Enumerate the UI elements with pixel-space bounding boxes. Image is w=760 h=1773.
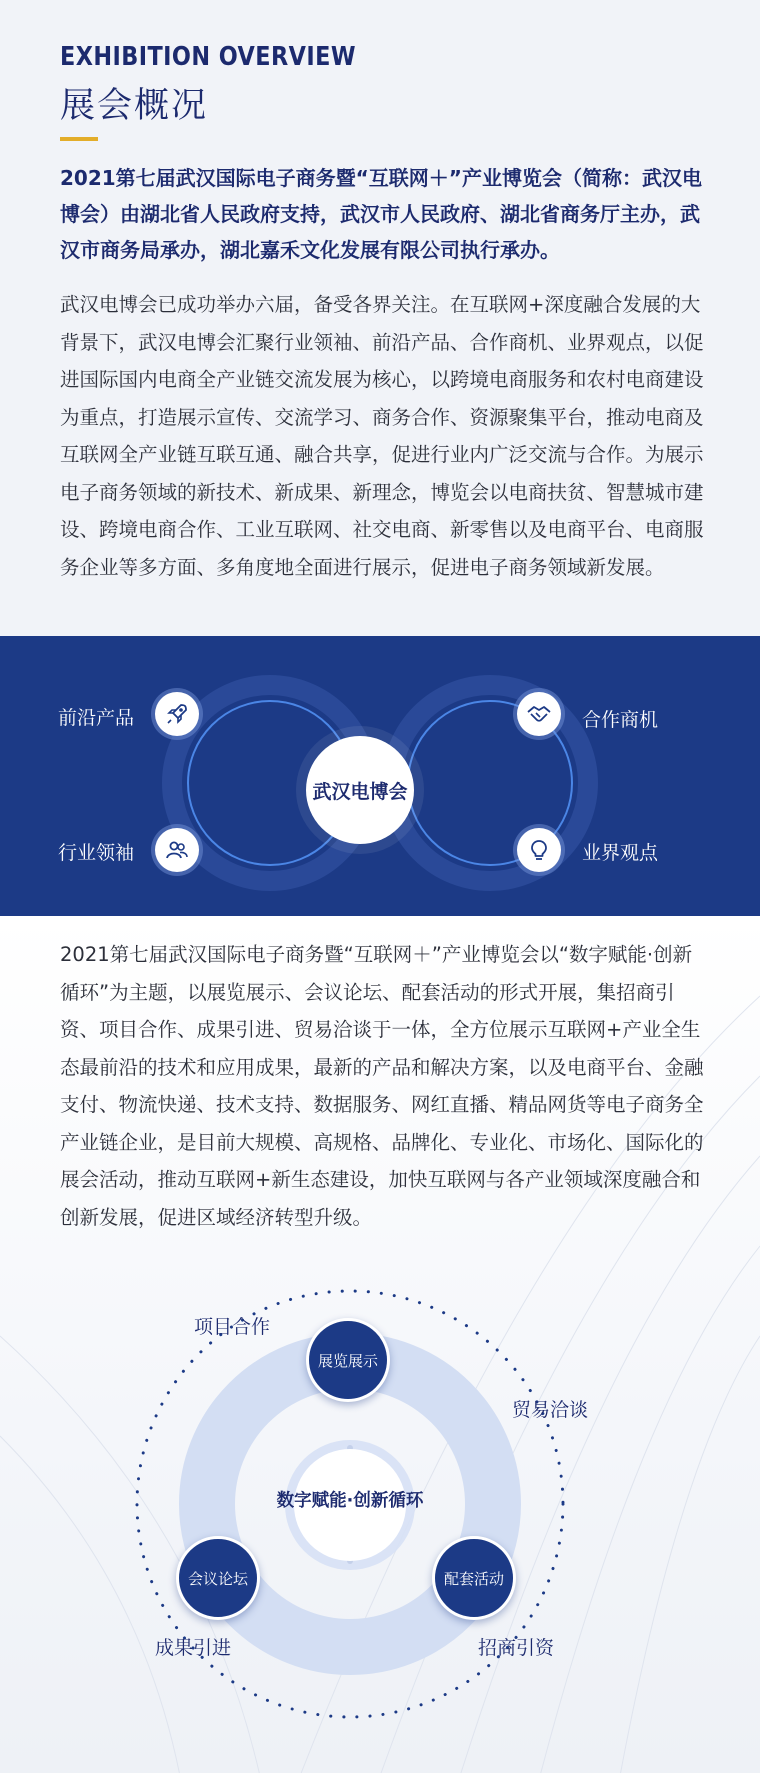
- center-label: 武汉电博会: [312, 780, 408, 803]
- node-forum-label: 会议论坛: [187, 1569, 248, 1588]
- chinese-title: 展会概况: [60, 86, 209, 126]
- intro-body-paragraph: 武汉电博会已成功举办六届，备受各界关注。在互联网+深度融合发展的大背景下，武汉电博会汇聚行业领袖、前沿产品、合作商机、业界观点，以促进国际国内电商全产业链交流发展为核心，以跨境电商服务和农村电商建设为重点，打造展示宣传、交流学习、商务合作、资源聚集平台，推动电商及互联网全产业链互联互通、融合共享，促进行业内广泛交流与合作。为展示电子商务领域的新技术、新成果、新理念，博览会以电商扶贫、智慧城市建设、跨境电商合作、工业互联网、社交电商、新零售以及电商平台、电商服务企业等多方面、多角度地全面进行展示，促进电子商务领域新发展。: [60, 293, 704, 579]
- label-business-opportunities: 合作商机: [582, 709, 659, 731]
- wuhan-expo-center: [306, 736, 414, 844]
- title-underline: [60, 137, 98, 141]
- people-icon: [155, 828, 199, 872]
- label-achievement-introduction: 成果引进: [155, 1637, 232, 1659]
- handshake-icon: [517, 692, 561, 736]
- english-title: EXHIBITION OVERVIEW: [60, 42, 356, 72]
- label-investment-attraction: 招商引资: [478, 1637, 555, 1659]
- node-activities-label: 配套活动: [443, 1569, 504, 1588]
- intro-lead-paragraph: 2021第七届武汉国际电子商务暨“互联网＋”产业博览会（简称：武汉电博会）由湖北省人民政府支持，武汉市人民政府、湖北省商务厅主办，武汉市商务局承办，湖北嘉禾文化发展有限公司执行承办。: [60, 166, 702, 262]
- label-project-cooperation: 项目合作: [194, 1316, 271, 1338]
- cycle-center-label: 数字赋能·创新循环: [276, 1491, 424, 1511]
- label-industry-views: 业界观点: [582, 842, 659, 864]
- label-industry-leaders: 行业领袖: [58, 842, 135, 864]
- label-frontier-products: 前沿产品: [58, 707, 135, 729]
- node-exhibition-label: 展览展示: [317, 1351, 378, 1370]
- theme-paragraph: 2021第七届武汉国际电子商务暨“互联网＋”产业博览会以“数字赋能·创新循环”为主题，以展览展示、会议论坛、配套活动的形式开展，集招商引资、项目合作、成果引进、贸易洽谈于一体，全方位展示互联网+产业全生态最前沿的技术和应用成果，最新的产品和解决方案，以及电商平台、金融支付、物流快递、技术支持、数据服务、网红直播、精品网货等电子商务全产业链企业，是目前大规模、高规格、品牌化、专业化、市场化、国际化的展会活动，推动互联网+新生态建设，加快互联网与各产业领域深度融合和创新发展，促进区域经济转型升级。: [60, 943, 704, 1229]
- lightbulb-icon: [517, 828, 561, 872]
- label-trade-negotiation: 贸易洽谈: [512, 1399, 589, 1421]
- node-exhibition: [306, 1318, 390, 1402]
- node-forum: [176, 1536, 260, 1620]
- rocket-icon: [155, 692, 199, 736]
- node-activities: [432, 1536, 516, 1620]
